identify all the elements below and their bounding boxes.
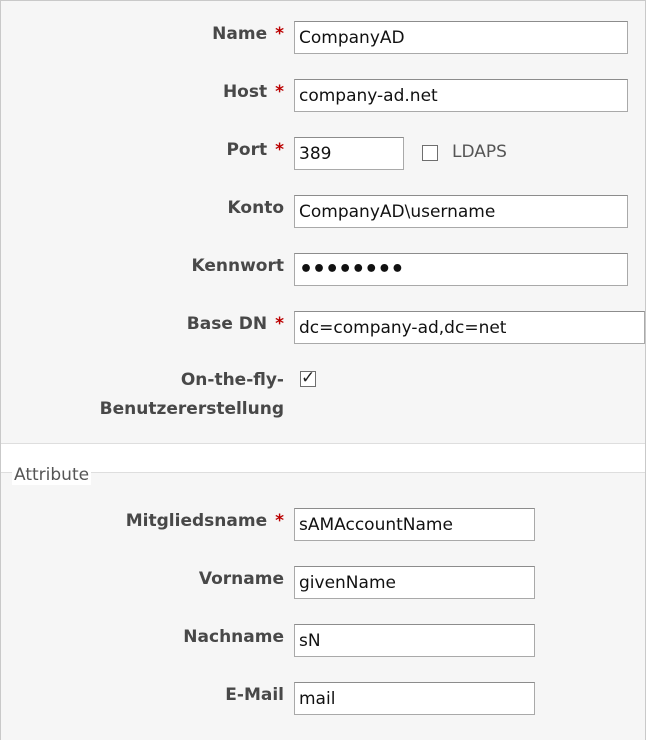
required-marker: * [275, 140, 284, 160]
onthefly-label [100, 366, 284, 424]
name-label: Name * [212, 24, 284, 44]
lastname-attr-label: Nachname [183, 627, 284, 647]
host-input[interactable] [294, 79, 628, 112]
host-label: Host * [222, 82, 284, 102]
firstname-attr-input[interactable] [294, 566, 535, 599]
base-dn-input[interactable] [294, 311, 645, 344]
login-attr-input[interactable] [294, 508, 535, 541]
firstname-attr-label: Vorname [198, 569, 284, 589]
onthefly-label-line1: On-the-fly- [180, 370, 284, 390]
port-label: Port * [226, 140, 284, 160]
required-marker: * [275, 82, 284, 102]
email-attr-label: E-Mail [225, 685, 284, 705]
onthefly-label-line2: Benutzererstellung [99, 399, 284, 419]
attributes-legend: Attribute [14, 465, 90, 485]
lastname-attr-input[interactable] [294, 624, 535, 657]
required-marker: * [275, 314, 284, 334]
port-input[interactable] [294, 137, 404, 170]
name-input[interactable] [294, 21, 628, 54]
account-label: Konto [227, 198, 284, 218]
onthefly-checkbox[interactable] [300, 368, 316, 388]
email-attr-input[interactable] [294, 682, 535, 715]
checkmark-icon: ✓ [301, 368, 316, 388]
login-attr-label: Mitgliedsname * [125, 511, 284, 531]
password-label: Kennwort [191, 256, 284, 276]
ldaps-label: LDAPS [452, 142, 507, 162]
required-marker: * [275, 511, 284, 531]
base-dn-label: Base DN * [186, 314, 284, 334]
account-input[interactable] [294, 195, 628, 228]
password-input[interactable] [294, 253, 628, 286]
required-marker: * [275, 24, 284, 44]
ldaps-checkbox[interactable] [422, 145, 438, 161]
